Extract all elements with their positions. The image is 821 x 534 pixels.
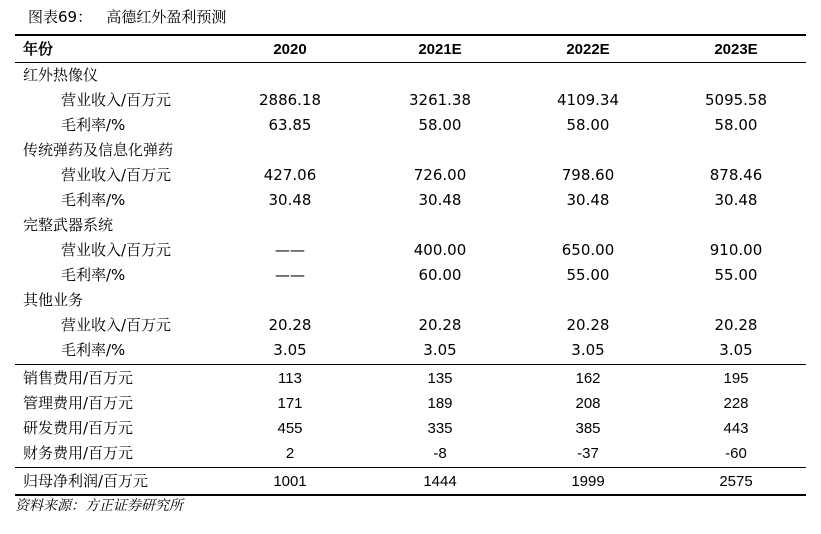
segment-row <box>15 213 806 238</box>
table-cell: 385 <box>575 420 601 437</box>
table-cell: 20.28 <box>714 316 758 334</box>
table-cell: 55.00 <box>566 266 610 284</box>
row-label: 营业收入/百万元 <box>61 91 172 109</box>
row-label: 营业收入/百万元 <box>61 241 172 259</box>
table-cell: 2 <box>285 445 295 462</box>
row-label: 研发费用/百万元 <box>23 419 134 437</box>
segment-row <box>15 288 806 313</box>
table-cell: 3.05 <box>273 341 307 359</box>
table-cell: -8 <box>433 445 447 462</box>
table-row <box>15 338 806 363</box>
table-cell: 171 <box>277 395 303 412</box>
table-cell: 113 <box>278 370 302 387</box>
row-label: 毛利率/% <box>61 191 126 209</box>
table-cell: 55.00 <box>714 266 758 284</box>
table-row <box>15 391 806 416</box>
table-cell: 58.00 <box>714 116 758 134</box>
table-row <box>15 313 806 338</box>
table-cell: 798.60 <box>561 166 615 184</box>
row-label: 财务费用/百万元 <box>23 444 134 462</box>
table-cell: 30.48 <box>418 191 462 209</box>
table-cell: 195 <box>723 370 749 387</box>
table-cell: —— <box>275 266 305 284</box>
table-cell: 135 <box>427 370 453 387</box>
table-cell: 228 <box>723 395 749 412</box>
table-cell: 335 <box>427 420 453 437</box>
table-cell: 20.28 <box>418 316 462 334</box>
table-cell: 58.00 <box>418 116 462 134</box>
table-cell: 650.00 <box>561 241 615 259</box>
table-row <box>15 88 806 113</box>
table-row <box>15 163 806 188</box>
table-row <box>15 113 806 138</box>
row-label: 管理费用/百万元 <box>23 394 134 412</box>
row-label: 营业收入/百万元 <box>61 166 172 184</box>
segment-name: 完整武器系统 <box>23 216 114 234</box>
table-row <box>15 416 806 441</box>
table-cell: 58.00 <box>566 116 610 134</box>
net-profit-row <box>15 469 806 494</box>
table-row <box>15 366 806 391</box>
table-cell: 20.28 <box>566 316 610 334</box>
segment-name: 传统弹药及信息化弹药 <box>23 141 174 159</box>
table-cell: 427.06 <box>263 166 317 184</box>
table-cell: 2575 <box>719 473 753 490</box>
table-cell: 5095.58 <box>704 91 768 109</box>
table-cell: 2886.18 <box>258 91 322 109</box>
row-label: 毛利率/% <box>61 341 126 359</box>
segment-name: 其他业务 <box>23 291 84 309</box>
table-cell: 878.46 <box>709 166 763 184</box>
source-note: 资料来源：方正证券研究所 <box>15 498 183 514</box>
table-row <box>15 263 806 288</box>
header-year: 2021E <box>418 41 462 58</box>
table-cell: 455 <box>277 420 303 437</box>
row-label: 归母净利润/百万元 <box>23 472 149 490</box>
table-row <box>15 188 806 213</box>
header-year: 2023E <box>714 41 758 58</box>
table-row <box>15 238 806 263</box>
table-cell: -60 <box>725 445 747 462</box>
table-caption: 图表69： 高德红外盈利预测 <box>28 8 227 26</box>
expense-section-rule <box>15 467 806 468</box>
table-cell: 20.28 <box>268 316 312 334</box>
table-cell: 400.00 <box>413 241 467 259</box>
segment-section-rule <box>15 364 806 365</box>
header-row <box>15 37 806 62</box>
segment-row <box>15 63 806 88</box>
row-label: 毛利率/% <box>61 116 126 134</box>
table-cell: 3.05 <box>571 341 605 359</box>
table-cell: 4109.34 <box>556 91 620 109</box>
segment-name: 红外热像仪 <box>23 66 99 84</box>
header-year: 2020 <box>273 41 307 58</box>
table-cell: 3.05 <box>423 341 457 359</box>
table-cell: 162 <box>575 370 601 387</box>
table-cell: 30.48 <box>268 191 312 209</box>
segment-row <box>15 138 806 163</box>
table-cell: 1999 <box>571 473 605 490</box>
table-cell: 910.00 <box>709 241 763 259</box>
row-label: 销售费用/百万元 <box>23 369 134 387</box>
table-cell: 30.48 <box>566 191 610 209</box>
table-cell: 60.00 <box>418 266 462 284</box>
table-cell: 443 <box>723 420 749 437</box>
header-year: 2022E <box>566 41 610 58</box>
table-cell: 3.05 <box>719 341 753 359</box>
table-cell: 208 <box>575 395 601 412</box>
header-label: 年份 <box>23 40 54 58</box>
table-cell: 1444 <box>423 473 457 490</box>
table-cell: -37 <box>577 445 599 462</box>
top-rule <box>15 34 806 36</box>
table-cell: 30.48 <box>714 191 758 209</box>
row-label: 营业收入/百万元 <box>61 316 172 334</box>
table-cell: —— <box>275 241 305 259</box>
table-cell: 3261.38 <box>408 91 472 109</box>
table-row <box>15 441 806 466</box>
row-label: 毛利率/% <box>61 266 126 284</box>
table-cell: 1001 <box>273 473 307 490</box>
table-cell: 189 <box>427 395 453 412</box>
table-cell: 63.85 <box>268 116 312 134</box>
table-cell: 726.00 <box>413 166 467 184</box>
